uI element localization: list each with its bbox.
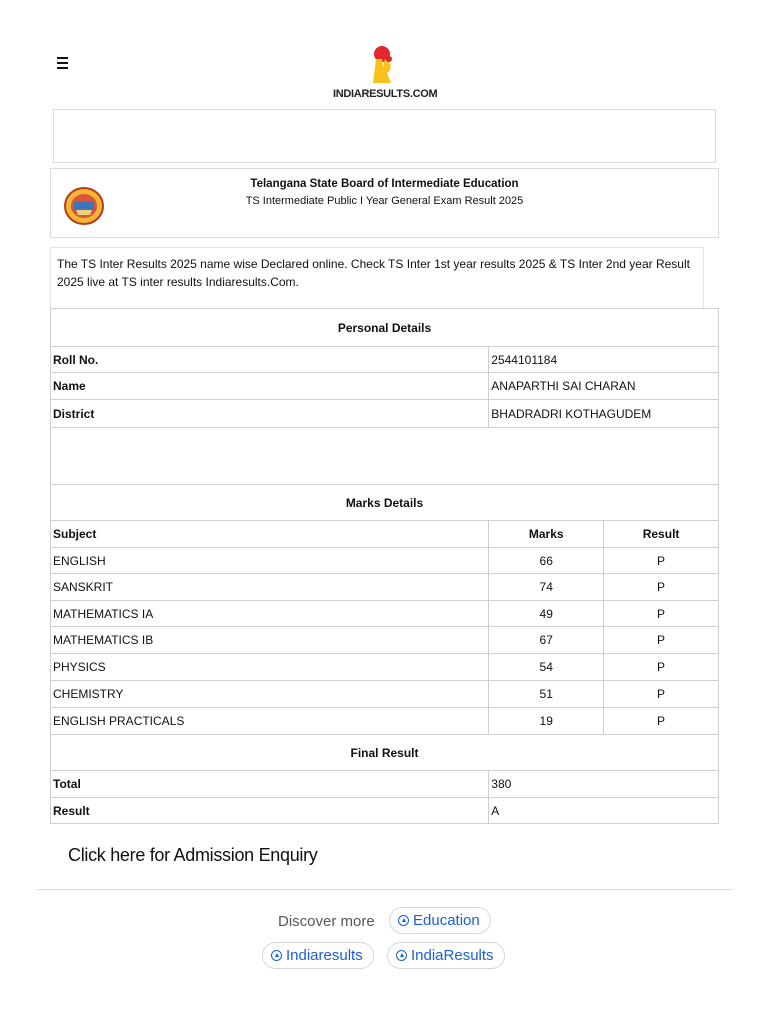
menu-icon[interactable] bbox=[57, 57, 71, 71]
result-cell: P bbox=[604, 574, 719, 601]
logo-figure-icon bbox=[333, 45, 437, 89]
logo-text: INDIARESULTS.COM bbox=[333, 88, 438, 100]
final-result-value: A bbox=[489, 798, 719, 824]
subject-cell: ENGLISH PRACTICALS bbox=[51, 708, 489, 735]
chip-label: IndiaResults bbox=[411, 947, 494, 964]
roll-label: Roll No. bbox=[51, 347, 489, 373]
marks-header-row bbox=[51, 521, 719, 548]
subject-cell: PHYSICS bbox=[51, 654, 489, 681]
table-row bbox=[51, 708, 719, 735]
board-header bbox=[50, 168, 719, 238]
discover-chip-education[interactable] bbox=[389, 907, 491, 934]
subject-cell: SANSKRIT bbox=[51, 574, 489, 601]
marks-column-header: Marks bbox=[489, 521, 604, 548]
arrow-up-circle-icon bbox=[398, 915, 409, 926]
ad-placeholder bbox=[53, 109, 716, 163]
personal-details-heading: Personal Details bbox=[51, 309, 719, 347]
table-row bbox=[51, 654, 719, 681]
result-cell: P bbox=[604, 654, 719, 681]
marks-cell: 74 bbox=[489, 574, 604, 601]
marks-details-heading: Marks Details bbox=[51, 485, 719, 521]
marks-cell: 19 bbox=[489, 708, 604, 735]
discover-more-label: Discover more bbox=[278, 913, 375, 930]
intro-text: The TS Inter Results 2025 name wise Declared online. Check TS Inter 1st year results 2025 & TS Inter 2nd year Result 2025 live at TS inter results Indiaresults.Com. bbox=[50, 247, 704, 309]
name-label: Name bbox=[51, 373, 489, 400]
result-column-header: Result bbox=[604, 521, 719, 548]
board-title: Telangana State Board of Intermediate Education bbox=[250, 178, 519, 190]
chip-label: Indiaresults bbox=[286, 947, 363, 964]
table-row bbox=[51, 771, 719, 798]
spacer-row bbox=[51, 428, 719, 485]
marks-cell: 49 bbox=[489, 601, 604, 627]
district-label: District bbox=[51, 400, 489, 428]
total-value: 380 bbox=[489, 771, 719, 798]
indiaresults-logo[interactable] bbox=[333, 45, 437, 103]
subject-column-header: Subject bbox=[51, 521, 489, 548]
arrow-up-circle-icon bbox=[396, 950, 407, 961]
marks-cell: 51 bbox=[489, 681, 604, 708]
divider bbox=[36, 889, 733, 890]
result-cell: P bbox=[604, 601, 719, 627]
table-row bbox=[51, 627, 719, 654]
name-value: ANAPARTHI SAI CHARAN bbox=[489, 373, 719, 400]
subject-cell: CHEMISTRY bbox=[51, 681, 489, 708]
subject-cell: ENGLISH bbox=[51, 548, 489, 574]
arrow-up-circle-icon bbox=[271, 950, 282, 961]
roll-value: 2544101184 bbox=[489, 347, 719, 373]
discover-chip-indiaresults-2[interactable] bbox=[387, 942, 505, 969]
result-cell: P bbox=[604, 627, 719, 654]
final-result-heading: Final Result bbox=[51, 735, 719, 771]
subject-cell: MATHEMATICS IB bbox=[51, 627, 489, 654]
result-cell: P bbox=[604, 548, 719, 574]
result-cell: P bbox=[604, 681, 719, 708]
district-value: BHADRADRI KOTHAGUDEM bbox=[489, 400, 719, 428]
table-row bbox=[51, 798, 719, 824]
result-table bbox=[50, 308, 719, 824]
subject-cell: MATHEMATICS IA bbox=[51, 601, 489, 627]
admission-enquiry-link[interactable]: Click here for Admission Enquiry bbox=[68, 845, 318, 865]
final-result-label: Result bbox=[51, 798, 489, 824]
marks-cell: 66 bbox=[489, 548, 604, 574]
table-row bbox=[51, 373, 719, 400]
table-row bbox=[51, 548, 719, 574]
discover-chip-indiaresults[interactable] bbox=[262, 942, 374, 969]
table-row bbox=[51, 574, 719, 601]
table-row bbox=[51, 681, 719, 708]
marks-cell: 67 bbox=[489, 627, 604, 654]
total-label: Total bbox=[51, 771, 489, 798]
marks-cell: 54 bbox=[489, 654, 604, 681]
exam-title: TS Intermediate Public I Year General Exam Result 2025 bbox=[245, 195, 524, 207]
chip-label: Education bbox=[413, 912, 480, 929]
table-row bbox=[51, 347, 719, 373]
table-row bbox=[51, 601, 719, 627]
result-cell: P bbox=[604, 708, 719, 735]
table-row bbox=[51, 400, 719, 428]
